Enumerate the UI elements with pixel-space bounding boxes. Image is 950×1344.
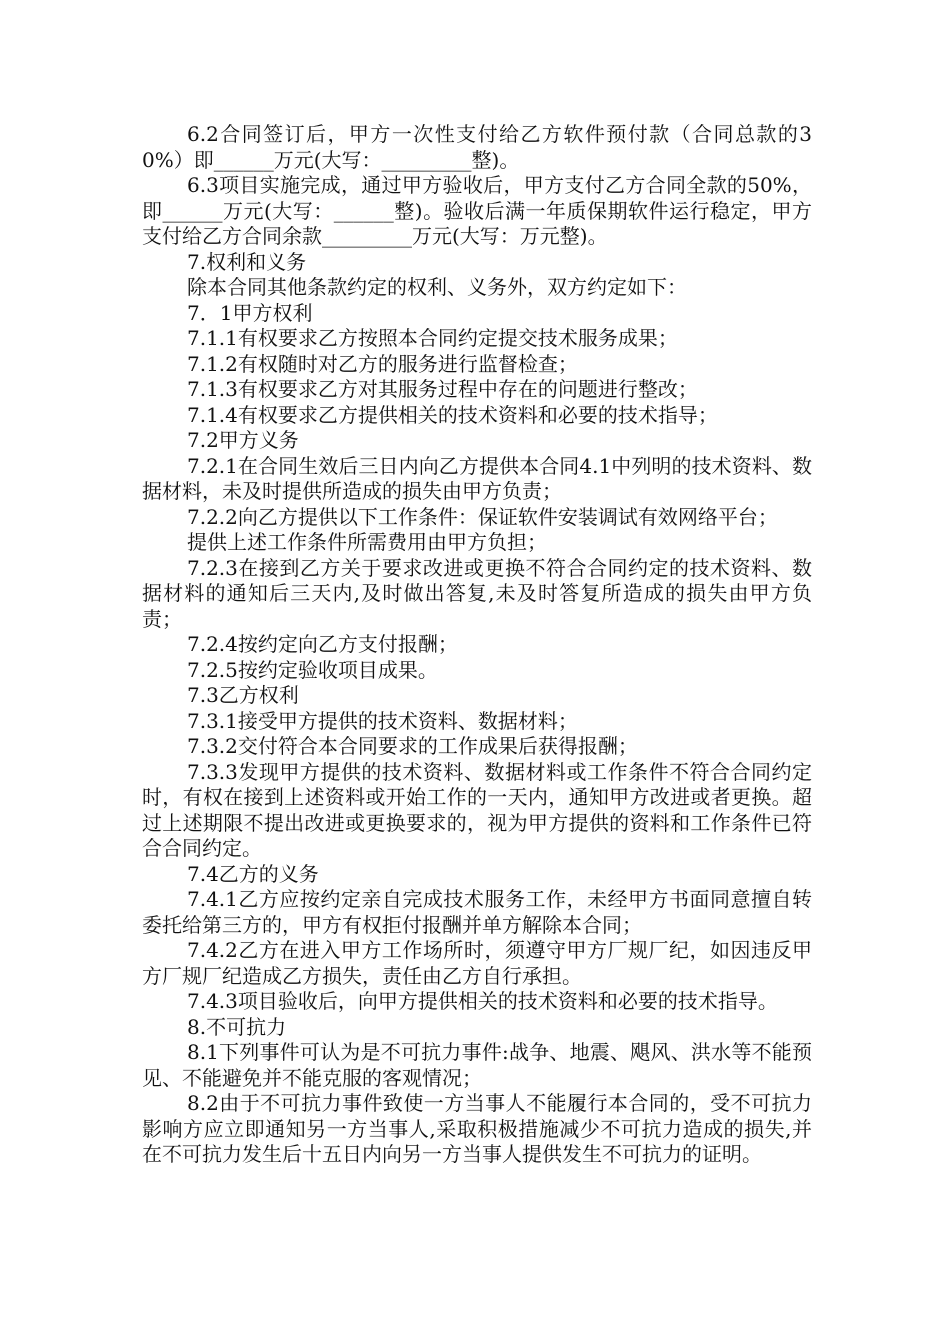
clause-7-1-3: 7.1.3有权要求乙方对其服务过程中存在的问题进行整改；: [187, 377, 698, 401]
subsection-heading-7-2: 7.2甲方义务: [187, 428, 299, 452]
clause-7-1-2: 7.1.2有权随时对乙方的服务进行监督检查；: [187, 351, 578, 376]
clause-7-2-4: 7.2.4按约定向乙方支付报酬；: [187, 632, 458, 656]
section-7-intro: 除本合同其他条款约定的权利、义务外，双方约定如下：: [187, 275, 687, 299]
section-heading-8: 8.不可抗力: [187, 1014, 287, 1039]
clause-7-4-1: 7.4.1乙方应按约定亲自完成技术服务工作，未经甲方书面同意擅自转委托给第三方的，甲方有权拒付报酬并单方解除本合同；: [142, 887, 812, 937]
subsection-heading-7-4: 7.4乙方的义务: [187, 861, 319, 886]
clause-7-2-2: 7.2.2向乙方提供以下工作条件：保证软件安装调试有效网络平台；: [187, 504, 778, 529]
clause-8-2: 8.2由于不可抗力事件致使一方当事人不能履行本合同的，受不可抗力影响方应立即通知另一方当事人,采取积极措施减少不可抗力造成的损失,并在不可抗力发生后十五日内向另一方当事人提供发生不可抗力的证明。: [142, 1091, 812, 1166]
clause-7-1-1: 7.1.1有权要求乙方按照本合同约定提交技术服务成果；: [187, 326, 678, 350]
clause-6-3: 6.3项目实施完成，通过甲方验收后，甲方支付乙方合同全款的50%，即______万元(大写：______整)。验收后满一年质保期软件运行稳定，甲方支付给乙方合同余款_________万元(大写：万元整)。: [142, 173, 812, 248]
clause-7-2-3: 7.2.3在接到乙方关于要求改进或更换不符合合同约定的技术资料、数据材料的通知后三天内,及时做出答复,未及时答复所造成的损失由甲方负责；: [142, 555, 812, 631]
clause-7-3-1: 7.3.1接受甲方提供的技术资料、数据材料；: [187, 708, 578, 733]
clause-8-1: 8.1下列事件可认为是不可抗力事件:战争、地震、飓风、洪水等不能预见、不能避免并不能克服的客观情况；: [142, 1040, 812, 1090]
subsection-heading-7-1: 7．1甲方权利: [187, 300, 313, 325]
clause-7-2-5: 7.2.5按约定验收项目成果。: [187, 657, 438, 682]
clause-7-4-3: 7.4.3项目验收后，向甲方提供相关的技术资料和必要的技术指导。: [187, 989, 778, 1013]
contract-body: [142, 122, 812, 1168]
clause-7-2-2-cost: 提供上述工作条件所需费用由甲方负担；: [187, 530, 547, 554]
clause-7-2-1: 7.2.1在合同生效后三日内向乙方提供本合同4.1中列明的技术资料、数据材料，未及时提供所造成的损失由甲方负责；: [142, 453, 812, 503]
subsection-heading-7-3: 7.3乙方权利: [187, 683, 299, 707]
clause-7-3-2: 7.3.2交付符合本合同要求的工作成果后获得报酬；: [187, 734, 638, 758]
clause-7-1-4: 7.1.4有权要求乙方提供相关的技术资料和必要的技术指导；: [187, 402, 718, 427]
clause-7-3-3: 7.3.3发现甲方提供的技术资料、数据材料或工作条件不符合合同约定时，有权在接到上述资料或开始工作的一天内，通知甲方改进或者更换。超过上述期限不提出改进或更换要求的，视为甲方提供的资料和工作条件已符合合同约定。: [142, 759, 812, 860]
clause-7-4-2: 7.4.2乙方在进入甲方工作场所时，须遵守甲方厂规厂纪，如因违反甲方厂规厂纪造成乙方损失，责任由乙方自行承担。: [142, 938, 812, 988]
clause-6-2: 6.2合同签订后，甲方一次性支付给乙方软件预付款（合同总款的30%）即______万元(大写：_________整)。: [142, 122, 812, 172]
section-heading-7: 7.权利和义务: [187, 249, 307, 274]
